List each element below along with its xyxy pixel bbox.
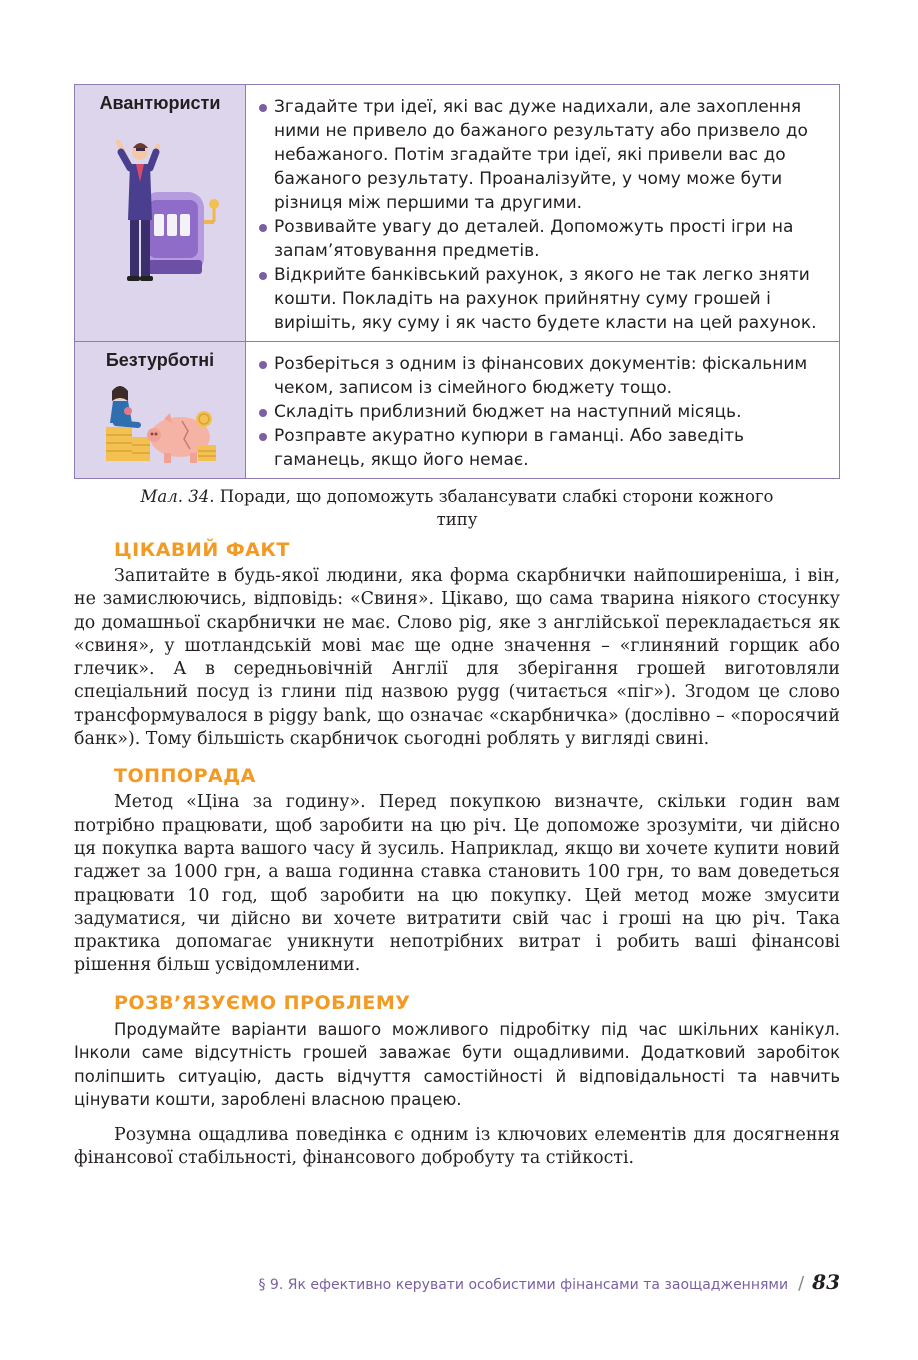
tips-cell-adventurers [246, 85, 840, 342]
tip-text: Складіть приблизний бюджет на наступний місяць. [274, 402, 742, 422]
tips-table [74, 84, 840, 479]
type-name: Безтурботні [105, 350, 215, 370]
table-row [75, 342, 840, 479]
caption-text: Поради, що допоможуть збалансувати слабкі сторони кожного типу [219, 487, 774, 529]
tip-heading: ТОППОРАДА [114, 765, 256, 788]
tips-cell-carefree [246, 342, 840, 479]
tip-text: Відкрийте банківський рахунок, з якого не так легко зняти кошти. Покладіть на рахунок прийнятну суму грошей і вирішіть, яку суму і як часто будете класти на цей рахунок. [274, 265, 817, 333]
fact-heading: ЦІКАВИЙ ФАКТ [114, 539, 290, 561]
problem-paragraph: Продумайте варіанти вашого можливого підробітку під час шкільних канікул. Інколи саме відсутність грошей заважає бути ощадливими. Додатковий заробіток поліпшить ситуацію, дасть відчуття самостійності й відповідальності та навчить цінувати кошти, зароблені власною працею. [74, 1019, 840, 1110]
bullet-icon [259, 409, 267, 417]
bullet-icon [259, 361, 267, 369]
table-row [75, 85, 840, 342]
type-name: Авантюристи [99, 93, 221, 113]
tips-list [258, 95, 829, 335]
problem-heading: РОЗВ’ЯЗУЄМО ПРОБЛЕМУ [114, 991, 411, 1014]
tip-text: Згадайте три ідеї, які вас дуже надихали, але захоплення ними не привело до бажаного результату або призвело до небажаного. Потім згадайте три ідеї, які привели вас до бажаного результату. Проаналізуйте, у чому може бути різниця між першими та другими. [274, 97, 808, 213]
footer-section-title: § 9. Як ефективно керувати особистими фінансами та заощадженнями [258, 1277, 789, 1293]
tip-text: Розправте акуратно купюри в гаманці. Або заведіть гаманець, якщо його немає. [274, 426, 745, 470]
list-item [258, 95, 829, 215]
tip-paragraph: Метод «Ціна за годину». Перед покупкою визначте, скільки годин вам потрібно працювати, щоб заробити на цю річ. Це допоможе зрозуміти, чи дійсно ця покупка варта вашого часу й зусиль. Наприклад, якщо ви хочете купити новий гаджет за 1000 грн, а ваша годинна ставка становить 100 грн, то вам доведеться працювати 10 год, щоб заробити на цю покупку. Цей метод може змусити задуматися, чи дійсно ви хочете витратити свій час і гроші на цю річ. Така практика допомагає уникнути непотрібних витрат і робить ваші фінансові рішення більш усвідомленими. [74, 792, 840, 976]
list-item [258, 215, 829, 263]
list-item [258, 400, 829, 424]
bullet-icon [259, 104, 267, 112]
carefree-piggy-bank-illustration [98, 379, 222, 465]
closing-paragraph: Розумна ощадлива поведінка є одним із ключових елементів для досягнення фінансової стабільності, фінансового добробуту та стійкості. [74, 1124, 840, 1169]
list-item [258, 424, 829, 472]
figure-caption [134, 485, 780, 531]
type-cell-adventurers [75, 85, 246, 342]
tips-list [258, 352, 829, 472]
bullet-icon [259, 272, 267, 280]
bullet-icon [259, 433, 267, 441]
list-item [258, 352, 829, 400]
tip-text: Розберіться з одним із фінансових документів: фіскальним чеком, записом із сімейного бюджету тощо. [274, 354, 808, 398]
adventurer-slot-machine-illustration [100, 122, 220, 290]
page-number: 83 [812, 1270, 840, 1294]
page-footer [258, 1270, 840, 1294]
page-content [74, 84, 840, 1170]
fact-paragraph: Запитайте в будь-якої людини, яка форма скарбнички найпоширеніша, і він, не замислюючись, відповідь: «Свиня». Цікаво, що сама тварина ніякого стосунку до домашньої скарбнички не має. Слово pig, яке з англійської перекладається як «свиня», у шотландській мові має ще одне значення – «глиняний горщик або глечик». А в середньовічній Англії для зберігання грошей виготовляли спеціальний посуд із глини під назвою pygg (читається «піг»). Згодом це слово трансформувалося в piggy bank, що означає «скарбничка» (дослівно – «поросячий банк»). Тому більшість скарбничок сьогодні роблять у вигляді свині. [74, 566, 840, 750]
caption-label: Мал. 34. [140, 487, 215, 506]
type-cell-carefree [75, 342, 246, 479]
footer-separator: / [798, 1273, 805, 1294]
list-item [258, 263, 829, 335]
bullet-icon [259, 224, 267, 232]
tip-text: Розвивайте увагу до деталей. Допоможуть прості ігри на запам’ятовування предметів. [274, 217, 794, 261]
